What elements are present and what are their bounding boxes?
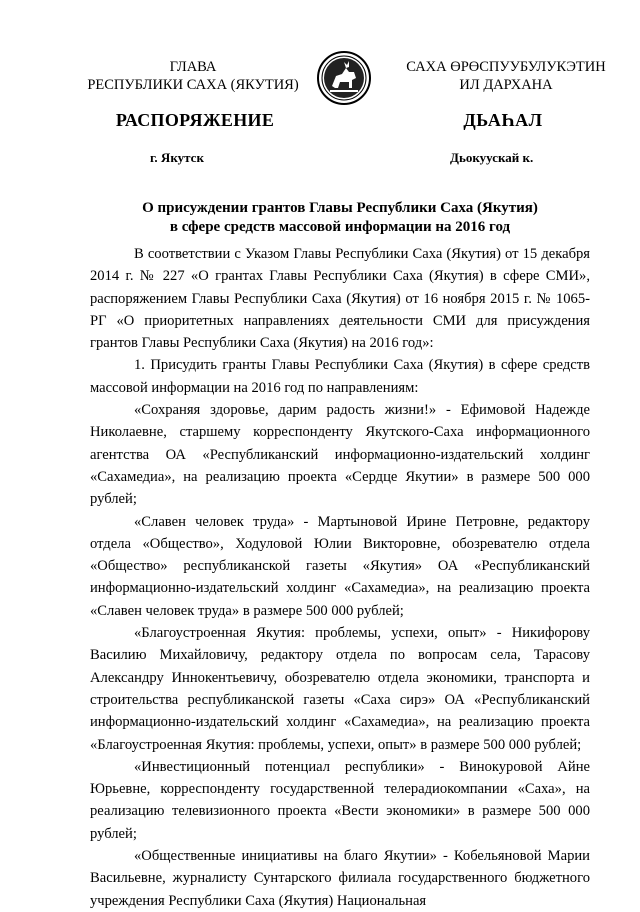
issuer-sah-line2: ИЛ ДАРХАНА	[459, 77, 553, 93]
paragraph-grant-investment: «Инвестиционный потенциал республики» - Винокуровой Айне Юрьевне, корреспонденту государственной телерадиокомпании «Саха», на реализацию телевизионного проекта «Вести экономики» в размере 500 000 рублей;	[90, 758, 590, 842]
place-ru: г. Якутск	[150, 150, 204, 165]
issuer-ru-line1: ГЛАВА	[169, 59, 217, 75]
paragraph-grant-improvement: «Благоустроенная Якутия: проблемы, успехи, опыт» - Никифорову Василию Михайловичу, редактору отдела по вопросам села, Тарасову Александру Иннокентьевичу, обозревателю отдела экономики, транспорта и строительства республиканской газеты «Саха сирэ» ОА «Республиканский информационно-издательский холдинг «Сахамедиа», на реализацию проекта «Благоустроенная Якутия: проблемы, успехи, опыт» в размере 500 000 рублей;	[90, 625, 590, 753]
place-sah: Дьокуускай к.	[450, 150, 534, 165]
issuer-ru	[78, 58, 308, 94]
paragraph-grant-initiatives: «Общественные инициативы на благо Якутии» - Кобельяновой Марии Васильевне, журналисту Сунтарского филиала государственного бюджетного учреждения Республики Саха (Якутия) Национальная	[90, 848, 590, 909]
sakha-coat-of-arms-icon	[316, 50, 372, 106]
issuer-sah	[386, 58, 626, 94]
doctype-ru: РАСПОРЯЖЕНИЕ	[115, 110, 275, 130]
issuer-ru-line2: РЕСПУБЛИКИ САХА (ЯКУТИЯ)	[87, 77, 299, 93]
doctype-sah: ДЬАҺАЛ	[463, 110, 543, 130]
paragraph-item-1: 1. Присудить гранты Главы Республики Саха (Якутия) в сфере средств массовой информации на 2016 год по направлениям:	[90, 357, 590, 396]
paragraph-grant-health: «Сохраняя здоровье, дарим радость жизни!» - Ефимовой Надежде Николаевне, старшему корреспонденту Якутского-Саха информационного агентства ОА «Республиканский информационно-издательский холдинг «Сахамедиа», на реализацию проекта «Сердце Якутии» в размере 500 000 рублей;	[90, 402, 590, 508]
document-body	[90, 243, 590, 912]
paragraph-grant-labor: «Славен человек труда» - Мартыновой Ирине Петровне, редактору отдела «Общество», Ходуловой Юлии Викторовне, обозревателю отдела «Общество» республиканской газеты «Якутия» ОА «Республиканский информационно-издательский холдинг «Сахамедиа», на реализацию проекта «Славен человек труда» в размере 500 000 рублей;	[90, 513, 590, 619]
title-line2: в сфере средств массовой информации на 2016 год	[169, 219, 511, 235]
document-title	[90, 199, 590, 237]
title-line1: О присуждении грантов Главы Республики Саха (Якутия)	[142, 200, 538, 216]
issuer-sah-line1: САХА ӨРӨСПУУБУЛУКЭТИН	[406, 59, 606, 75]
paragraph-preamble: В соответствии с Указом Главы Республики Саха (Якутия) от 15 декабря 2014 г. № 227 «О грантах Главы Республики Саха (Якутия) в сфере СМИ», распоряжением Главы Республики Саха (Якутия) от 16 ноября 2015 г. № 1065-РГ «О приоритетных направлениях деятельности СМИ для присуждения грантов Главы Республики Саха (Якутия) на 2016 год»:	[90, 246, 590, 352]
